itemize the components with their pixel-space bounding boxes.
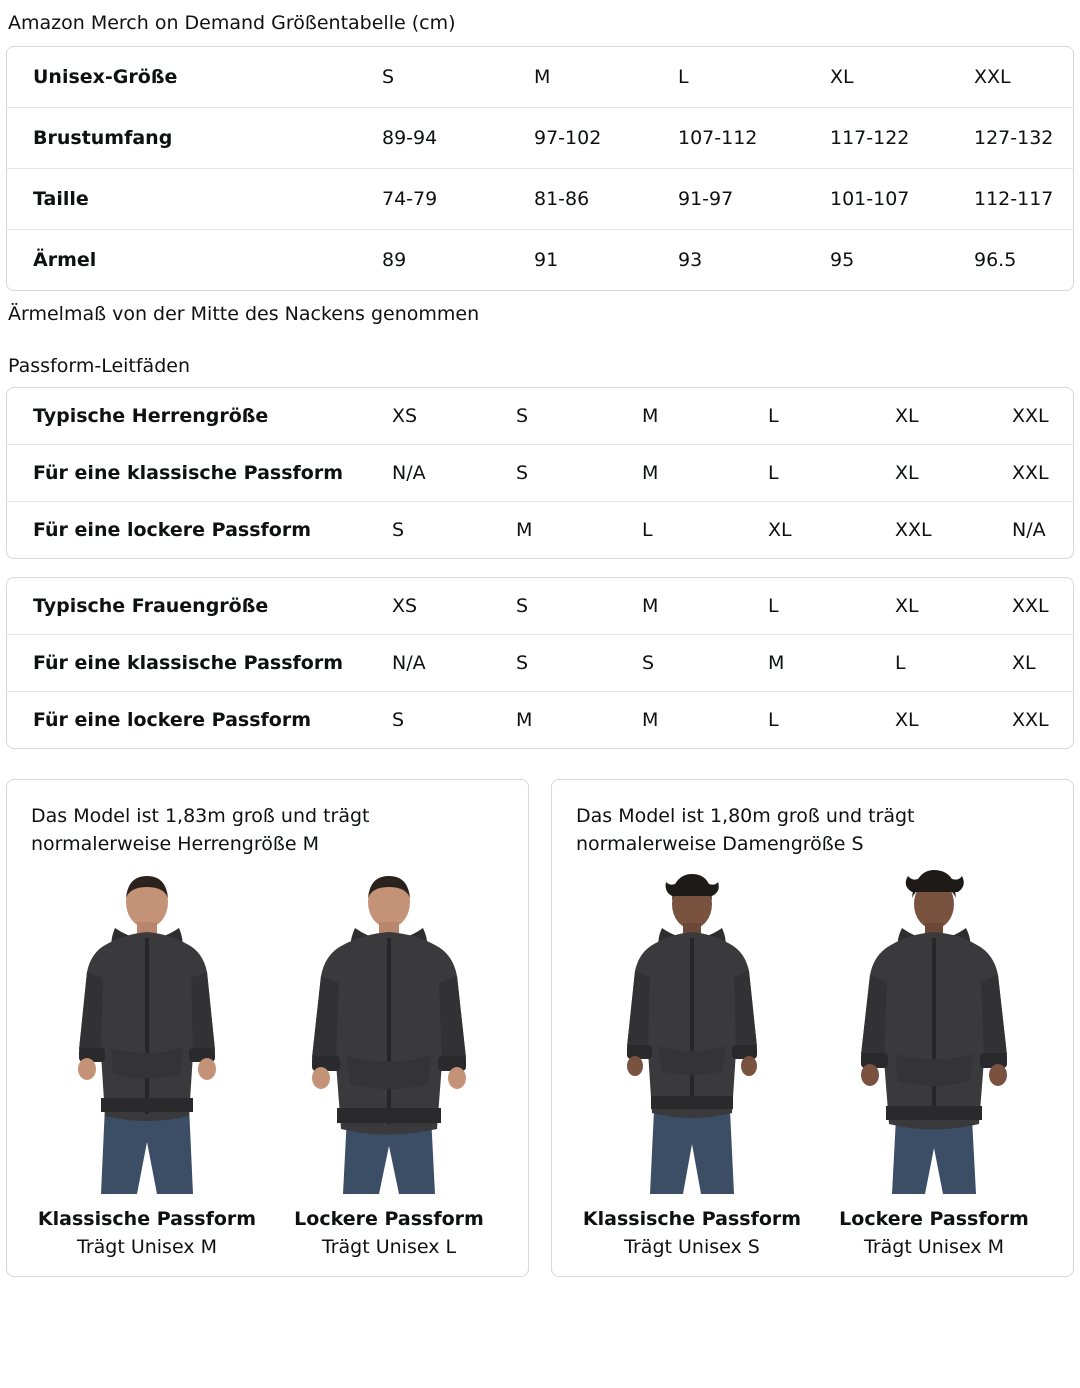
cell: S <box>516 388 642 445</box>
model-description: Das Model ist 1,80m groß und trägt normalerweise Damengröße S <box>576 805 915 855</box>
cell: M <box>642 388 768 445</box>
table-row <box>7 635 1074 692</box>
cell: M <box>642 709 659 731</box>
womens-fit-table <box>6 577 1074 749</box>
model-description: Das Model ist 1,83m groß und trägt normalerweise Herrengröße M <box>31 805 370 855</box>
mens-fit-table <box>6 387 1074 559</box>
female-model-relaxed-fit-hoodie-image <box>818 866 1050 1196</box>
cell: 101-107 <box>830 169 974 230</box>
cell: XXL <box>974 47 1074 108</box>
cell: L <box>768 578 895 635</box>
cell: L <box>768 388 895 445</box>
cell: 81-86 <box>534 169 678 230</box>
row-label: Brustumfang <box>7 108 382 169</box>
cell: 112-117 <box>974 169 1074 230</box>
cell: M <box>516 519 533 541</box>
table-row <box>7 388 1074 445</box>
cell: 93 <box>678 249 703 271</box>
row-label: Taille <box>7 169 382 230</box>
row-label: Für eine klassische Passform <box>7 445 392 502</box>
figure-fit-label: Lockere Passform <box>294 1208 484 1230</box>
cell: 74-79 <box>382 169 534 230</box>
figure-female-relaxed <box>818 866 1050 1260</box>
figure-fit-label: Klassische Passform <box>37 1208 257 1230</box>
fit-guides-title: Passform-Leitfäden <box>8 355 190 377</box>
cell: L <box>768 445 895 502</box>
table-row <box>7 169 1074 230</box>
cell: S <box>382 47 534 108</box>
cell: XXL <box>1012 709 1049 731</box>
cell: 127-132 <box>974 108 1074 169</box>
figure-fit-size: Trägt Unisex M <box>864 1236 1004 1258</box>
model-card-female <box>551 779 1074 1277</box>
figure-fit-size: Trägt Unisex M <box>77 1236 217 1258</box>
cell: XL <box>895 445 1012 502</box>
table-row <box>7 692 1074 749</box>
row-label: Typische Frauengröße <box>7 578 392 635</box>
cell: 89-94 <box>382 108 534 169</box>
male-model-classic-fit-hoodie-image <box>31 866 263 1196</box>
male-model-relaxed-fit-hoodie-image <box>273 866 505 1196</box>
cell: S <box>642 635 768 692</box>
cell: M <box>642 578 768 635</box>
figure-fit-size: Trägt Unisex S <box>624 1236 760 1258</box>
cell: XXL <box>1012 388 1074 445</box>
cell: L <box>642 519 653 541</box>
cell: L <box>895 635 1012 692</box>
size-chart-table <box>6 46 1074 291</box>
cell: 89 <box>382 249 407 271</box>
cell: N/A <box>392 635 516 692</box>
cell: XL <box>1012 635 1074 692</box>
cell: 96.5 <box>974 249 1017 271</box>
cell: M <box>534 47 678 108</box>
cell: L <box>768 709 779 731</box>
figure-fit-label: Lockere Passform <box>839 1208 1029 1230</box>
cell: 97-102 <box>534 108 678 169</box>
cell: 107-112 <box>678 108 830 169</box>
table-row <box>7 502 1074 559</box>
figure-fit-label: Klassische Passform <box>582 1208 802 1230</box>
cell: XXL <box>1012 578 1074 635</box>
row-label: Für eine lockere Passform <box>33 519 312 541</box>
figure-fit-size: Trägt Unisex L <box>321 1236 457 1258</box>
cell: XXL <box>895 519 932 541</box>
cell: M <box>768 635 895 692</box>
cell: M <box>642 445 768 502</box>
cell: XL <box>895 578 1012 635</box>
cell: S <box>516 445 642 502</box>
row-label: Typische Herrengröße <box>7 388 392 445</box>
cell: XL <box>830 47 974 108</box>
cell: 91-97 <box>678 169 830 230</box>
cell: XS <box>392 388 516 445</box>
row-label: Für eine lockere Passform <box>33 709 312 731</box>
cell: XXL <box>1012 445 1074 502</box>
cell: XL <box>895 388 1012 445</box>
cell: XL <box>895 709 919 731</box>
figure-male-relaxed <box>273 866 505 1260</box>
figure-male-classic <box>31 866 263 1260</box>
row-label: Ärmel <box>33 249 97 271</box>
table-row <box>7 445 1074 502</box>
cell: S <box>516 578 642 635</box>
table-row <box>7 230 1074 291</box>
table-row <box>7 47 1074 108</box>
row-label: Unisex-Größe <box>7 47 382 108</box>
cell: N/A <box>392 445 516 502</box>
table-row <box>7 578 1074 635</box>
table-row <box>7 108 1074 169</box>
sleeve-measurement-note: Ärmelmaß von der Mitte des Nackens genommen <box>8 303 480 325</box>
female-model-classic-fit-hoodie-image <box>576 866 808 1196</box>
cell: XL <box>768 519 792 541</box>
page-title: Amazon Merch on Demand Größentabelle (cm) <box>8 12 456 34</box>
cell: M <box>516 709 533 731</box>
cell: N/A <box>1012 519 1046 541</box>
cell: 95 <box>830 249 855 271</box>
cell: 117-122 <box>830 108 974 169</box>
cell: S <box>516 635 642 692</box>
cell: S <box>392 709 405 731</box>
model-cards-row <box>6 779 1074 1277</box>
cell: L <box>678 47 830 108</box>
cell: XS <box>392 578 516 635</box>
cell: 91 <box>534 249 559 271</box>
cell: S <box>392 519 405 541</box>
figure-female-classic <box>576 866 808 1260</box>
model-card-male <box>6 779 529 1277</box>
row-label: Für eine klassische Passform <box>7 635 392 692</box>
